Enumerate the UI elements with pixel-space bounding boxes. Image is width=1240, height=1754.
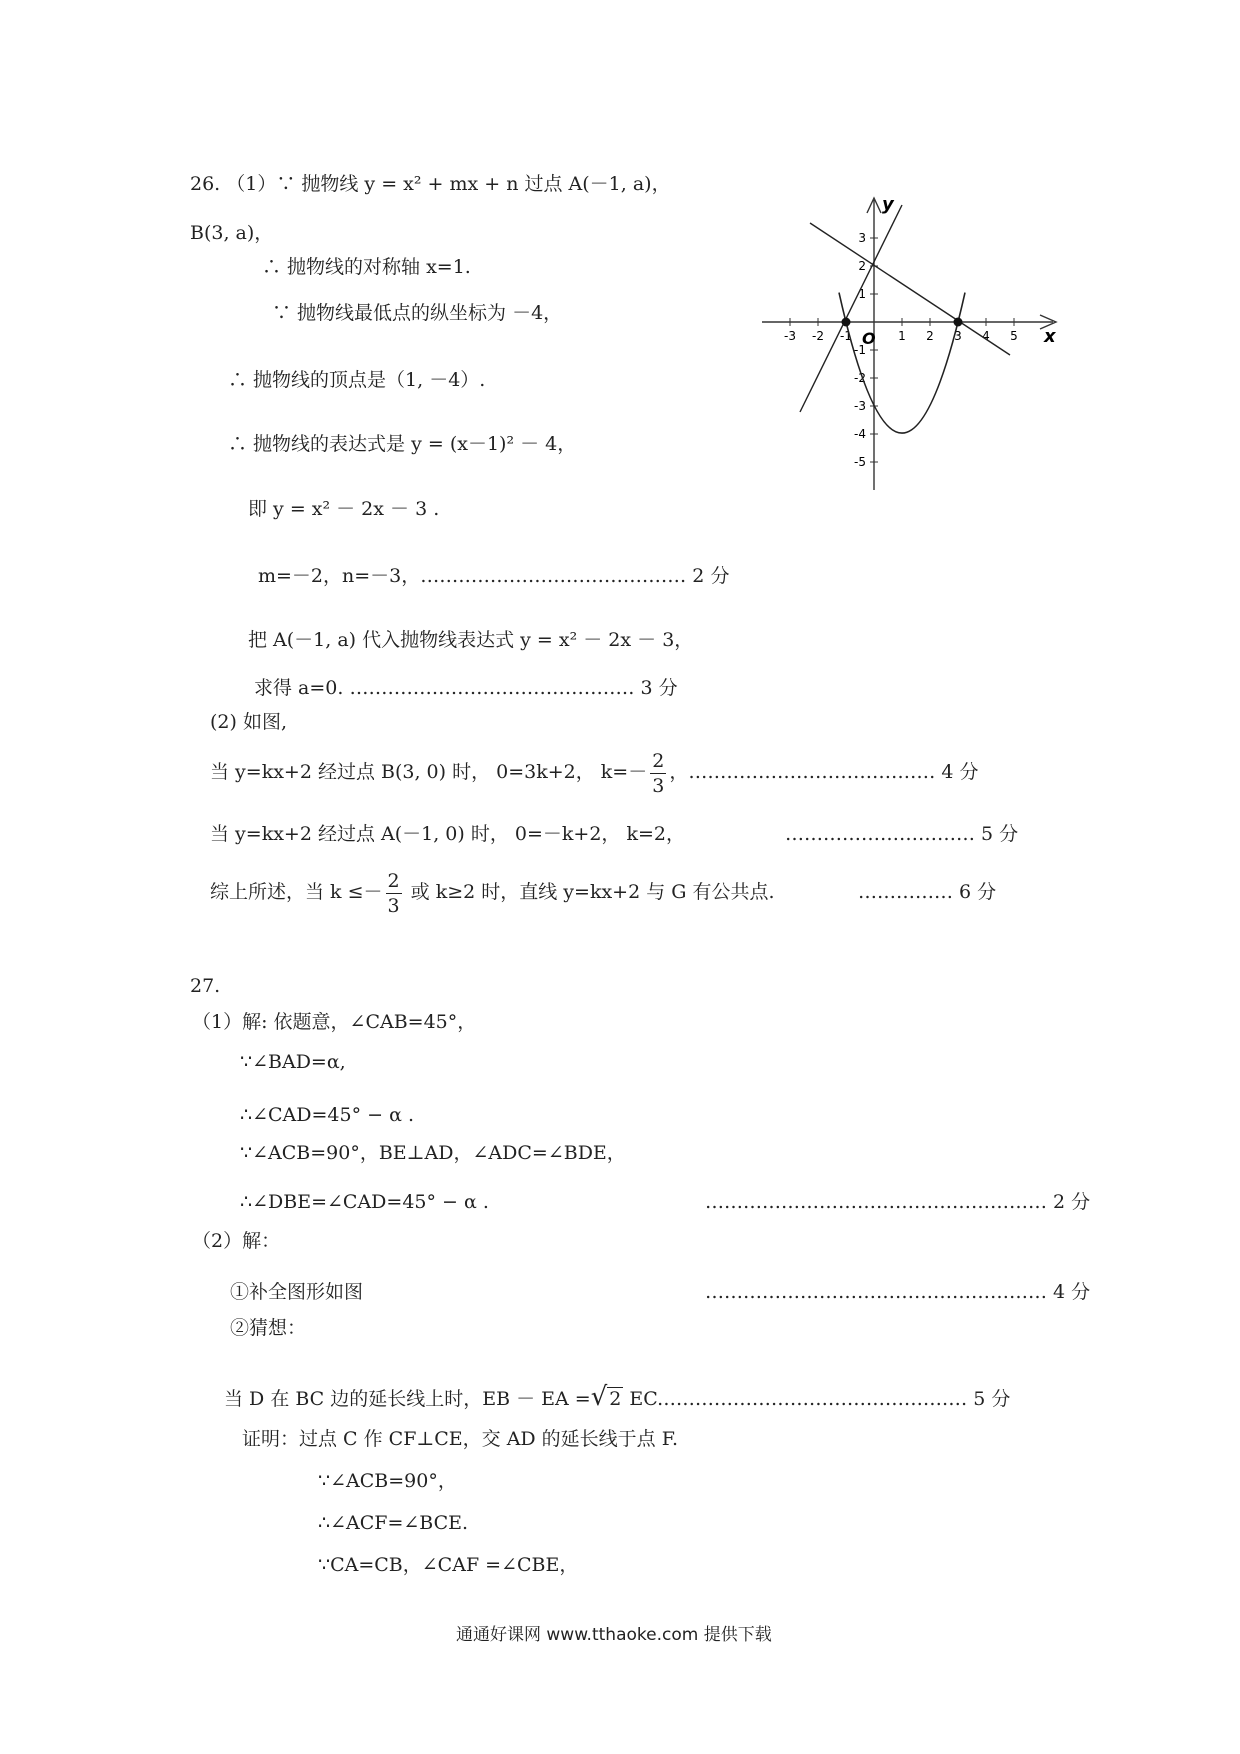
q26-line-3: ∴ 抛物线的对称轴 x=1.: [262, 256, 471, 278]
q26-line-2: B(3, a)，: [190, 222, 274, 244]
x-tick-label: 1: [898, 329, 906, 343]
fraction-denominator: 3: [387, 894, 400, 917]
q26-line-6: ∴ 抛物线的表达式是 y = (x－1)² － 4，: [228, 433, 577, 455]
q26-line-4: ∵ 抛物线最低点的纵坐标为 －4，: [272, 302, 563, 324]
q27-line-3: ∵∠BAD=α,: [240, 1051, 346, 1073]
q26-line-summary: [210, 862, 775, 922]
y-tick-label: 1: [858, 287, 866, 301]
origin-label: O: [862, 329, 876, 348]
q27-line-2: （1）解: 依题意，∠CAB=45°，: [192, 1011, 477, 1033]
q27-line-9: ②猜想：: [230, 1317, 307, 1339]
fraction: [650, 749, 666, 798]
x-axis-label: x: [1044, 326, 1056, 347]
q26-summary-score: …………… 6 分: [858, 881, 997, 903]
q26-line-a-score: ………………………… 5 分: [785, 823, 1019, 845]
sqrt-icon: √: [590, 1382, 608, 1412]
x-tick-label: 2: [926, 329, 934, 343]
point-b: [954, 318, 963, 327]
q26-line-b-pre: 当 y=kx+2 经过点 B(3, 0) 时， 0=3k+2， k=－: [210, 761, 648, 783]
q26-line-b-post: ，………………………………… 4 分: [669, 761, 979, 783]
q26-line-5: ∴ 抛物线的顶点是（1, －4）.: [228, 369, 486, 391]
y-tick-label: -3: [854, 399, 866, 413]
q26-line-11: (2) 如图,: [210, 711, 287, 733]
q27-line-1: 27.: [190, 975, 221, 997]
line-through-a: [800, 205, 902, 412]
q27-line-5: ∵∠ACB=90°，BE⊥AD，∠ADC=∠BDE，: [240, 1142, 626, 1164]
q27-line-6: ∴∠DBE=∠CAD=45° − α .: [240, 1191, 489, 1213]
fraction: [386, 869, 402, 918]
q26-summary-pre: 综上所述，当 k ≤－: [210, 881, 383, 903]
y-tick-label: -4: [854, 427, 866, 441]
q26-line-b: [210, 742, 979, 802]
q27-line-8: ①补全图形如图: [230, 1281, 364, 1303]
fraction-numerator: 2: [387, 869, 400, 892]
page-footer: 通通好课网 www.tthaoke.com 提供下载: [456, 1625, 772, 1645]
q26-line-10: 求得 a=0. ……………………………………… 3 分: [254, 677, 678, 699]
x-tick-label: 5: [1010, 329, 1018, 343]
fraction-denominator: 3: [652, 774, 665, 797]
q26-line-9: 把 A(－1, a) 代入抛物线表达式 y = x² － 2x － 3，: [248, 629, 694, 651]
q26-line-1: 26. （1）∵ 抛物线 y = x² + mx + n 过点 A(－1, a)，: [190, 173, 671, 195]
y-tick-label: -2: [854, 371, 866, 385]
q27-line-12: ∴∠ACF=∠BCE.: [318, 1512, 469, 1534]
y-tick-label: 2: [858, 259, 866, 273]
sqrt-radicand: 2: [609, 1388, 622, 1410]
q27-score-4: ……………………………………………… 4 分: [705, 1281, 1091, 1303]
q27-guess-line: [224, 1382, 1011, 1412]
parabola-graph: [752, 190, 1072, 500]
q27-line-13: ∵CA=CB，∠CAF =∠CBE，: [318, 1554, 579, 1576]
y-tick-label: -1: [854, 343, 866, 357]
x-tick-label: -1: [840, 329, 852, 343]
x-tick-label: 4: [982, 329, 990, 343]
y-tick-label: 3: [858, 231, 866, 245]
q26-summary-post: 或 k≥2 时，直线 y=kx+2 与 G 有公共点.: [404, 881, 775, 903]
q27-guess-pre: 当 D 在 BC 边的延长线上时，EB － EA =: [224, 1388, 591, 1410]
q27-score-2: ……………………………………………… 2 分: [705, 1191, 1091, 1213]
q27-guess-post: EC.………………………………………… 5 分: [623, 1388, 1011, 1410]
x-tick-label: -3: [784, 329, 796, 343]
q26-line-8: m=－2，n=－3，…………………………………… 2 分: [258, 565, 730, 587]
q26-line-7: 即 y = x² － 2x － 3 .: [248, 498, 440, 520]
x-tick-label: -2: [812, 329, 824, 343]
q27-line-7: （2）解：: [192, 1230, 281, 1252]
q27-line-10: 证明：过点 C 作 CF⊥CE，交 AD 的延长线于点 F.: [242, 1428, 678, 1450]
q27-line-4: ∴∠CAD=45° − α .: [240, 1104, 415, 1126]
x-tick-label: 3: [954, 329, 962, 343]
q26-line-a: 当 y=kx+2 经过点 A(－1, 0) 时， 0=－k+2， k=2，: [210, 823, 685, 845]
y-tick-label: -5: [854, 455, 866, 469]
q27-line-11: ∵∠ACB=90°，: [318, 1470, 457, 1492]
y-axis-label: y: [882, 194, 894, 215]
fraction-numerator: 2: [652, 749, 665, 772]
point-a: [842, 318, 851, 327]
